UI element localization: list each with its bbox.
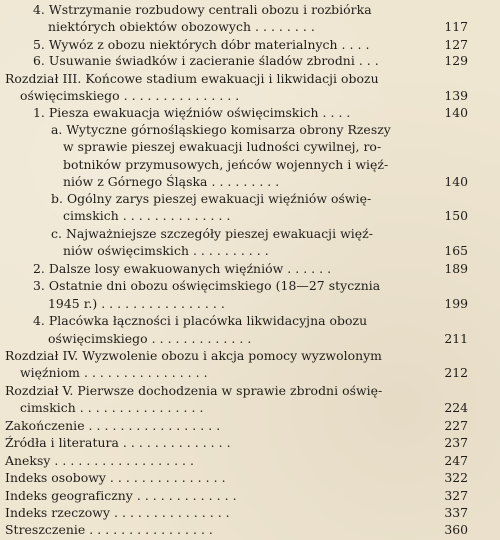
toc-line: c. Najważniejsze szczegóły pieszej ewakuacji więź- [51,225,373,241]
toc-line: Indeks osobowy . . . . . . . . . . . . . . . [5,470,226,486]
toc-line: Streszczenie . . . . . . . . . . . . . . . . [5,522,213,537]
toc-line: 6. Usuwanie świadków i zacieranie śladów zbrodni . . . [33,53,379,69]
toc-line: Zakończenie . . . . . . . . . . . . . . . . . [5,417,221,433]
toc-page-number: 165 [444,243,468,259]
toc-line: Rozdział III. Końcowe stadium ewakuacji i likwidacji obozu [5,70,379,86]
toc-page-number: 227 [444,417,468,433]
toc-page-number: 212 [444,365,468,381]
toc-line: b. Ogólny zarys pieszej ewakuacji więźniów oświę- [51,191,372,207]
toc-line: 4. Placówka łączności i placówka likwidacyjna obozu [33,313,368,328]
toc-page-number: 211 [444,330,468,346]
toc-page-number: 224 [444,400,468,416]
toc-line: oświęcimskiego . . . . . . . . . . . . . . . [20,88,240,104]
toc-line: 1945 r.) . . . . . . . . . . . . . . . . [48,295,225,311]
toc-page-number: 247 [444,452,468,468]
toc-line: cimskich . . . . . . . . . . . . . . [63,208,231,224]
toc-line: niów z Górnego Śląska . . . . . . . . . [63,174,280,189]
toc-line: Indeks rzeczowy . . . . . . . . . . . . . . . [5,504,230,520]
toc-line: a. Wytyczne górnośląskiego komisarza obrony Rzeszy [51,121,391,137]
toc-page-number: 189 [444,260,468,276]
toc-line: 1. Piesza ewakuacja więźniów oświęcimskich . . . . [33,104,351,120]
toc-line: cimskich . . . . . . . . . . . . . . . . [20,400,204,416]
toc-line: w sprawie pieszej ewakuacji ludności cywilnej, ro- [63,139,382,154]
toc-line: botników przymusowych, jeńców wojennych i więź- [63,156,389,172]
toc-page-number: 199 [444,295,468,311]
toc-page-number: 117 [444,19,468,35]
toc-line: Rozdział IV. Wyzwolenie obozu i akcja pomocy wyzwolonym [5,348,382,363]
toc-line: Aneksy . . . . . . . . . . . . . . . . . . [5,452,195,468]
toc-line: 5. Wywóz z obozu niektórych dóbr materialnych . . . . [33,36,370,52]
toc-line: niektórych obiektów obozowych . . . . . . . . [48,19,315,35]
toc-line: 3. Ostatnie dni obozu oświęcimskiego (18—27 stycznia [33,278,381,293]
toc-page-number: 237 [444,435,468,451]
toc-line: Źródła i literatura . . . . . . . . . . . . . . [5,435,231,451]
toc-page-number: 322 [444,470,468,486]
toc-page-number: 127 [444,36,468,52]
toc-line: Indeks geograficzny . . . . . . . . . . . . . [5,487,237,503]
toc-line: Rozdział V. Pierwsze dochodzenia w sprawie zbrodni oświę- [5,382,383,398]
toc-page-number: 140 [444,104,468,120]
toc-page-number: 140 [444,174,468,189]
toc-page-number: 360 [444,522,468,537]
toc-line: 2. Dalsze losy ewakuowanych więźniów . . . . . . [33,260,332,276]
toc-page-number: 150 [444,208,468,224]
toc-page-number: 129 [444,53,468,69]
toc-page-number: 139 [444,88,468,104]
toc-page-number: 337 [444,504,468,520]
toc-line: więźniom . . . . . . . . . . . . . . . . [20,365,208,381]
toc-line: oświęcimskiego . . . . . . . . . . . . . [48,330,252,346]
toc-line: 4. Wstrzymanie rozbudowy centrali obozu i rozbiórka [33,1,372,17]
toc-page-number: 327 [444,487,468,503]
toc-line: niów oświęcimskich . . . . . . . . . . [63,243,269,259]
